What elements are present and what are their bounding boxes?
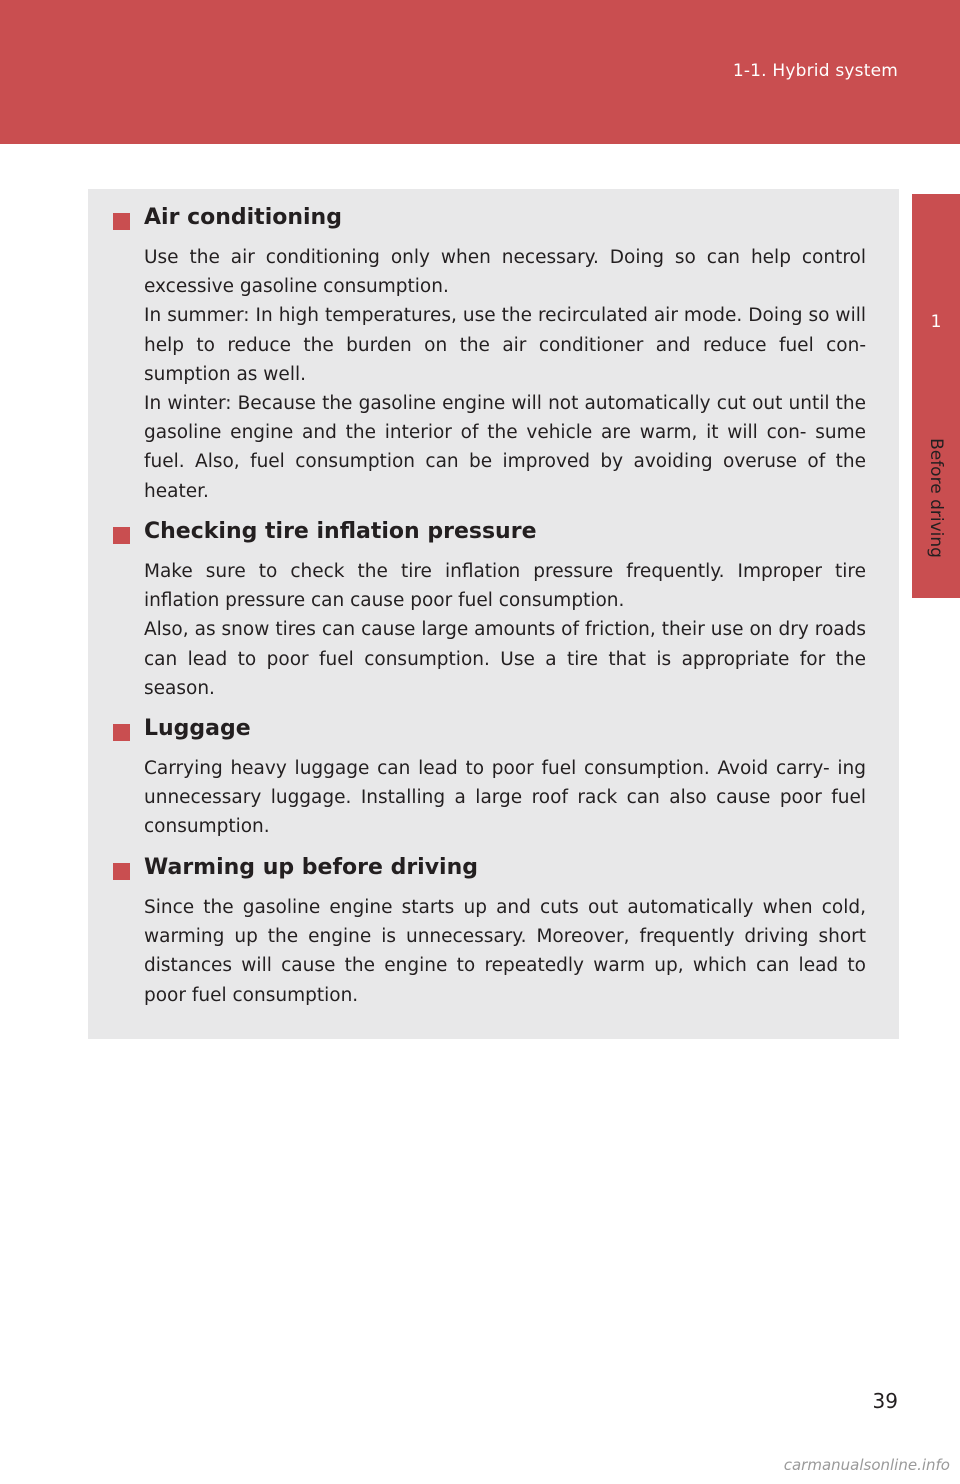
section-heading-text: Luggage bbox=[144, 716, 251, 741]
section-body bbox=[144, 243, 866, 506]
paragraph: Also, as snow tires can cause large amounts of friction, their use on dry roads can lead to poor fuel consumption. Use a tire that is appropriate for the season. bbox=[144, 619, 866, 699]
chapter-label bbox=[912, 438, 960, 598]
paragraph: Make sure to check the tire inflation pressure frequently. Improper tire inflation pressure can cause poor fuel consumption. bbox=[144, 561, 866, 612]
section-body bbox=[144, 893, 866, 1010]
section-body bbox=[144, 557, 866, 703]
section-heading bbox=[88, 714, 899, 748]
square-bullet-icon bbox=[113, 213, 130, 230]
info-panel bbox=[88, 189, 899, 1039]
section-heading bbox=[88, 853, 899, 887]
section-heading bbox=[88, 517, 899, 551]
page-number: 39 bbox=[872, 1389, 898, 1413]
paragraph: Carrying heavy luggage can lead to poor fuel consumption. Avoid carry- ing unnecessary luggage. Installing a large roof rack can also cause poor fuel consumption. bbox=[144, 758, 866, 838]
paragraph: In winter: Because the gasoline engine will not automatically cut out until the gasoline engine and the interior of the vehicle are warm, it will con- sume fuel. Also, fuel consumption can be improved by avoiding overuse of the heater. bbox=[144, 393, 866, 502]
watermark: carmanualsonline.info bbox=[783, 1456, 950, 1474]
section-tire-pressure bbox=[88, 517, 899, 703]
square-bullet-icon bbox=[113, 863, 130, 880]
paragraph: Use the air conditioning only when necessary. Doing so can help control excessive gasoline consumption. bbox=[144, 247, 866, 298]
section-heading-text: Air conditioning bbox=[144, 205, 342, 230]
square-bullet-icon bbox=[113, 724, 130, 741]
square-bullet-icon bbox=[113, 527, 130, 544]
section-air-conditioning bbox=[88, 203, 899, 506]
section-luggage bbox=[88, 714, 899, 842]
section-heading-text: Checking tire inflation pressure bbox=[144, 519, 537, 544]
chapter-number: 1 bbox=[930, 312, 942, 332]
section-heading-text: Warming up before driving bbox=[144, 855, 478, 880]
chapter-header-bar bbox=[0, 0, 960, 144]
paragraph: In summer: In high temperatures, use the recirculated air mode. Doing so will help to reduce the burden on the air conditioner and reduce fuel con- sumption as well. bbox=[144, 305, 866, 385]
paragraph: Since the gasoline engine starts up and cuts out automatically when cold, warming up the engine is unnecessary. Moreover, frequently driving short distances will cause the engine to repeatedly warm up, which can lead to poor fuel consumption. bbox=[144, 897, 866, 1006]
section-body bbox=[144, 754, 866, 842]
section-title: 1-1. Hybrid system bbox=[732, 61, 898, 81]
section-warming-up bbox=[88, 853, 899, 1010]
section-heading bbox=[88, 203, 899, 237]
chapter-label-text: Before driving bbox=[926, 438, 946, 558]
